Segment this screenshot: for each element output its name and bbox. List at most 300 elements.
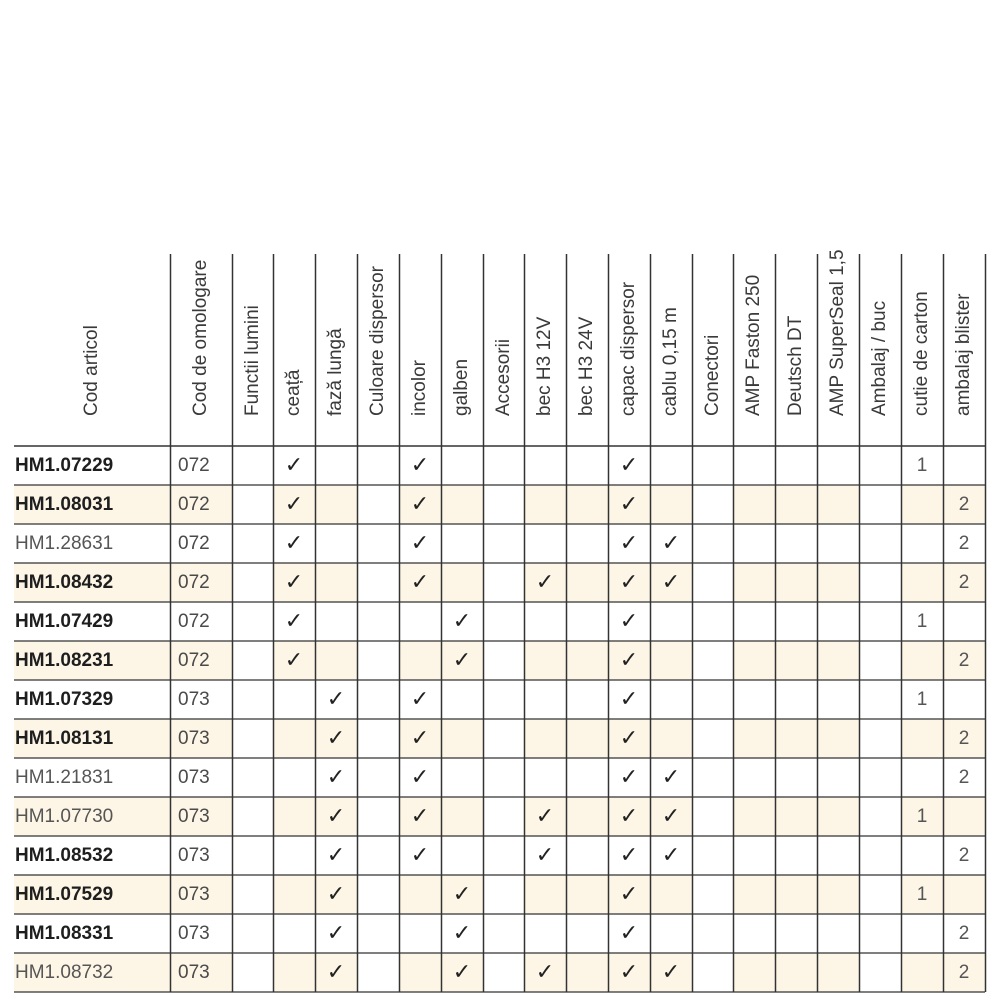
header-label-bec12: bec H3 12V (534, 316, 555, 416)
cell-galben (441, 797, 483, 836)
cell-functii (232, 563, 273, 602)
cell-faza (315, 680, 357, 719)
cell-amp250 (733, 446, 775, 485)
cell-deutsch (775, 602, 817, 641)
cell-deutsch (775, 485, 817, 524)
table-row (14, 641, 985, 680)
check-icon: ✓ (326, 882, 346, 907)
cell-cablu (650, 563, 692, 602)
cell-accesorii (483, 875, 524, 914)
cell-cablu (650, 719, 692, 758)
cell-ambalaj (859, 602, 901, 641)
cell-amp250 (733, 914, 775, 953)
check-icon: ✓ (410, 570, 430, 595)
check-icon: ✓ (619, 531, 639, 556)
table-row (14, 446, 985, 485)
cell-deutsch (775, 446, 817, 485)
cell-conectori (692, 719, 733, 758)
cell-galben (441, 836, 483, 875)
cell-incolor (399, 563, 441, 602)
cell-bec24 (566, 563, 608, 602)
cell-ceata (273, 719, 315, 758)
cell-capac (608, 914, 650, 953)
cell-capac (608, 563, 650, 602)
cell-cutie: 1 (916, 883, 928, 905)
cell-cod-omologare: 073 (178, 688, 210, 710)
cell-faza (315, 641, 357, 680)
check-icon: ✓ (452, 648, 472, 673)
cell-blister: 2 (958, 571, 970, 593)
header-ambalaj (859, 254, 901, 446)
cell-faza (315, 797, 357, 836)
header-galben (441, 254, 483, 446)
cell-ambalaj (859, 797, 901, 836)
cell-cutie (901, 914, 943, 953)
cell-galben (441, 563, 483, 602)
cell-ambalaj (859, 875, 901, 914)
check-icon: ✓ (619, 804, 639, 829)
check-icon: ✓ (619, 609, 639, 634)
header-label-cablu: cablu 0,15 m (660, 307, 681, 416)
header-label-accesorii: Accesorii (492, 338, 514, 416)
cell-bec24 (566, 914, 608, 953)
check-icon: ✓ (326, 921, 346, 946)
cell-cod-articol: HM1.07429 (15, 610, 114, 632)
cell-cutie: 1 (916, 610, 928, 632)
cell-faza (315, 875, 357, 914)
cell-functii (232, 719, 273, 758)
header-superseal (817, 249, 859, 446)
table-row (14, 953, 985, 992)
header-label-ceata: ceață (283, 369, 304, 416)
cell-accesorii (483, 836, 524, 875)
cell-blister: 2 (958, 727, 970, 749)
cell-capac (608, 602, 650, 641)
cell-superseal (817, 914, 859, 953)
header-label-bec24: bec H3 24V (576, 316, 597, 416)
cell-cod-articol: HM1.08131 (15, 727, 114, 749)
cell-galben (441, 485, 483, 524)
cell-conectori (692, 524, 733, 563)
check-icon: ✓ (452, 609, 472, 634)
check-icon: ✓ (326, 765, 346, 790)
header-incolor (399, 254, 441, 446)
table-row (14, 836, 985, 875)
table-row (14, 914, 985, 953)
cell-bec12 (524, 485, 566, 524)
cell-cablu (650, 914, 692, 953)
header-accesorii (483, 254, 524, 446)
cell-cod-omologare: 072 (178, 571, 210, 593)
cell-capac (608, 485, 650, 524)
check-icon: ✓ (535, 804, 555, 829)
cell-culoare (357, 446, 399, 485)
cell-incolor (399, 758, 441, 797)
cell-faza (315, 836, 357, 875)
cell-amp250 (733, 953, 775, 992)
cell-functii (232, 602, 273, 641)
table-row (14, 602, 985, 641)
check-icon: ✓ (661, 843, 681, 868)
cell-functii (232, 641, 273, 680)
cell-bec12 (524, 563, 566, 602)
cell-ceata (273, 602, 315, 641)
header-label-culoare: Culoare dispersor (367, 266, 388, 416)
cell-amp250 (733, 641, 775, 680)
cell-cod-articol: HM1.28631 (15, 532, 114, 554)
cell-incolor (399, 524, 441, 563)
cell-functii (232, 875, 273, 914)
cell-conectori (692, 563, 733, 602)
cell-capac (608, 836, 650, 875)
cell-ceata (273, 758, 315, 797)
cell-conectori (692, 836, 733, 875)
cell-cod-articol: HM1.08732 (15, 961, 114, 983)
cell-capac (608, 875, 650, 914)
header-label-amp250: AMP Faston 250 (743, 274, 764, 416)
cell-blister: 2 (958, 922, 970, 944)
cell-galben (441, 953, 483, 992)
header-label-faza: fază lungă (325, 328, 346, 416)
cell-superseal (817, 641, 859, 680)
cell-amp250 (733, 680, 775, 719)
check-icon: ✓ (410, 804, 430, 829)
check-icon: ✓ (619, 687, 639, 712)
cell-culoare (357, 641, 399, 680)
cell-culoare (357, 602, 399, 641)
check-icon: ✓ (326, 726, 346, 751)
cell-ambalaj (859, 758, 901, 797)
header-faza (315, 254, 357, 446)
cell-blister (943, 797, 985, 836)
cell-capac (608, 719, 650, 758)
table-row (14, 563, 985, 602)
cell-conectori (692, 602, 733, 641)
check-icon: ✓ (535, 960, 555, 985)
cell-bec12 (524, 875, 566, 914)
cell-galben (441, 446, 483, 485)
check-icon: ✓ (661, 765, 681, 790)
cell-bec24 (566, 524, 608, 563)
cell-functii (232, 836, 273, 875)
cell-bec12 (524, 680, 566, 719)
cell-cablu (650, 446, 692, 485)
cell-cod-omologare: 072 (178, 610, 210, 632)
cell-ambalaj (859, 524, 901, 563)
cell-cod-articol: HM1.07229 (15, 454, 114, 476)
cell-ambalaj (859, 485, 901, 524)
cell-ceata (273, 875, 315, 914)
header-label-conectori: Conectori (701, 334, 723, 416)
cell-superseal (817, 563, 859, 602)
cell-bec24 (566, 446, 608, 485)
cell-amp250 (733, 485, 775, 524)
cell-capac (608, 524, 650, 563)
cell-blister (943, 602, 985, 641)
cell-capac (608, 680, 650, 719)
cell-capac (608, 446, 650, 485)
cell-ambalaj (859, 953, 901, 992)
cell-bec12 (524, 758, 566, 797)
cell-bec24 (566, 797, 608, 836)
cell-cod-omologare: 073 (178, 961, 210, 983)
cell-cod-omologare: 073 (178, 844, 210, 866)
cell-cod-articol: HM1.08231 (15, 649, 114, 671)
cell-incolor (399, 836, 441, 875)
cell-accesorii (483, 485, 524, 524)
header-ceata (273, 254, 315, 446)
cell-galben (441, 524, 483, 563)
check-icon: ✓ (661, 570, 681, 595)
cell-cod-articol: HM1.08432 (15, 571, 114, 593)
cell-cablu (650, 524, 692, 563)
header-label-galben: galben (451, 358, 472, 416)
cell-superseal (817, 797, 859, 836)
cell-culoare (357, 875, 399, 914)
cell-galben (441, 680, 483, 719)
cell-bec12 (524, 524, 566, 563)
cell-accesorii (483, 602, 524, 641)
cell-faza (315, 524, 357, 563)
cell-cod-omologare: 073 (178, 883, 210, 905)
cell-blister: 2 (958, 532, 970, 554)
cell-conectori (692, 641, 733, 680)
cell-amp250 (733, 563, 775, 602)
header-omol (170, 254, 232, 446)
cell-culoare (357, 563, 399, 602)
cell-deutsch (775, 719, 817, 758)
cell-galben (441, 641, 483, 680)
cell-amp250 (733, 836, 775, 875)
check-icon: ✓ (661, 804, 681, 829)
cell-conectori (692, 797, 733, 836)
cell-bec24 (566, 758, 608, 797)
check-icon: ✓ (326, 687, 346, 712)
cell-faza (315, 953, 357, 992)
cell-blister: 2 (958, 493, 970, 515)
cell-amp250 (733, 719, 775, 758)
cell-cod-articol: HM1.21831 (15, 766, 114, 788)
cell-galben (441, 602, 483, 641)
cell-blister (943, 446, 985, 485)
cell-ambalaj (859, 563, 901, 602)
cell-culoare (357, 836, 399, 875)
cell-cod-omologare: 073 (178, 727, 210, 749)
cell-bec24 (566, 680, 608, 719)
cell-culoare (357, 797, 399, 836)
header-label-omol: Cod de omologare (190, 259, 211, 416)
header-cutie (901, 254, 943, 446)
cell-cod-articol: HM1.08031 (15, 493, 114, 515)
check-icon: ✓ (326, 804, 346, 829)
cell-cod-articol: HM1.08532 (15, 844, 114, 866)
cell-galben (441, 719, 483, 758)
cell-incolor (399, 485, 441, 524)
cell-blister (943, 875, 985, 914)
cell-cutie: 1 (916, 688, 928, 710)
cell-ambalaj (859, 836, 901, 875)
cell-incolor (399, 953, 441, 992)
header-bec12 (524, 254, 566, 446)
cell-bec24 (566, 953, 608, 992)
cell-cod-omologare: 072 (178, 649, 210, 671)
check-icon: ✓ (410, 453, 430, 478)
cell-deutsch (775, 641, 817, 680)
cell-amp250 (733, 602, 775, 641)
cell-cablu (650, 797, 692, 836)
table-row (14, 875, 985, 914)
header-label-deutsch: Deutsch DT (785, 315, 806, 416)
cell-faza (315, 602, 357, 641)
cell-ambalaj (859, 446, 901, 485)
cell-accesorii (483, 641, 524, 680)
check-icon: ✓ (284, 609, 304, 634)
header-bec24 (566, 254, 608, 446)
cell-culoare (357, 758, 399, 797)
header-functii (232, 254, 273, 446)
cell-blister: 2 (958, 844, 970, 866)
cell-cod-articol: HM1.07329 (15, 688, 114, 710)
cell-cutie (901, 641, 943, 680)
check-icon: ✓ (661, 531, 681, 556)
cell-ceata (273, 914, 315, 953)
cell-bec12 (524, 836, 566, 875)
check-icon: ✓ (326, 843, 346, 868)
header-cod (14, 254, 170, 446)
cell-deutsch (775, 680, 817, 719)
cell-galben (441, 875, 483, 914)
cell-deutsch (775, 524, 817, 563)
cell-blister (943, 680, 985, 719)
cell-accesorii (483, 797, 524, 836)
table-row (14, 797, 985, 836)
check-icon: ✓ (452, 921, 472, 946)
check-icon: ✓ (619, 492, 639, 517)
cell-cod-omologare: 073 (178, 805, 210, 827)
cell-amp250 (733, 758, 775, 797)
header-label-incolor: incolor (409, 360, 430, 416)
check-icon: ✓ (284, 648, 304, 673)
cell-cablu (650, 875, 692, 914)
cell-faza (315, 563, 357, 602)
check-icon: ✓ (410, 843, 430, 868)
table-row (14, 719, 985, 758)
cell-superseal (817, 875, 859, 914)
header-conectori (692, 254, 733, 446)
check-icon: ✓ (619, 960, 639, 985)
check-icon: ✓ (410, 531, 430, 556)
cell-culoare (357, 680, 399, 719)
cell-blister: 2 (958, 766, 970, 788)
cell-capac (608, 641, 650, 680)
cell-capac (608, 758, 650, 797)
cell-amp250 (733, 875, 775, 914)
cell-cod-omologare: 072 (178, 532, 210, 554)
cell-superseal (817, 602, 859, 641)
cell-conectori (692, 875, 733, 914)
cell-culoare (357, 914, 399, 953)
cell-conectori (692, 680, 733, 719)
cell-culoare (357, 953, 399, 992)
cell-superseal (817, 680, 859, 719)
cell-functii (232, 680, 273, 719)
cell-cablu (650, 485, 692, 524)
cell-bec12 (524, 719, 566, 758)
header-blister (943, 254, 985, 446)
cell-accesorii (483, 953, 524, 992)
cell-ceata (273, 524, 315, 563)
cell-functii (232, 758, 273, 797)
cell-functii (232, 953, 273, 992)
cell-conectori (692, 485, 733, 524)
check-icon: ✓ (619, 765, 639, 790)
cell-cablu (650, 680, 692, 719)
cell-cutie (901, 719, 943, 758)
cell-capac (608, 797, 650, 836)
cell-deutsch (775, 836, 817, 875)
header-cablu (650, 254, 692, 446)
cell-bec24 (566, 719, 608, 758)
header-label-ambalaj: Ambalaj / buc (869, 300, 890, 416)
cell-bec12 (524, 797, 566, 836)
cell-incolor (399, 875, 441, 914)
cell-accesorii (483, 680, 524, 719)
check-icon: ✓ (410, 492, 430, 517)
cell-faza (315, 719, 357, 758)
check-icon: ✓ (619, 843, 639, 868)
cell-superseal (817, 836, 859, 875)
cell-ceata (273, 680, 315, 719)
cell-cablu (650, 836, 692, 875)
cell-bec12 (524, 446, 566, 485)
check-icon: ✓ (619, 570, 639, 595)
cell-cutie (901, 524, 943, 563)
cell-incolor (399, 914, 441, 953)
cell-conectori (692, 914, 733, 953)
header-label-blister: ambalaj blister (953, 293, 974, 416)
cell-deutsch (775, 914, 817, 953)
cell-incolor (399, 719, 441, 758)
cell-incolor (399, 680, 441, 719)
cell-culoare (357, 524, 399, 563)
check-icon: ✓ (619, 648, 639, 673)
cell-incolor (399, 446, 441, 485)
cell-bec12 (524, 602, 566, 641)
cell-conectori (692, 446, 733, 485)
check-icon: ✓ (535, 570, 555, 595)
check-icon: ✓ (410, 726, 430, 751)
header-label-superseal: AMP SuperSeal 1,5 (827, 249, 848, 416)
table-row (14, 680, 985, 719)
check-icon: ✓ (452, 882, 472, 907)
cell-accesorii (483, 446, 524, 485)
header-capac (608, 254, 650, 446)
check-icon: ✓ (619, 882, 639, 907)
cell-cablu (650, 602, 692, 641)
cell-functii (232, 524, 273, 563)
cell-amp250 (733, 797, 775, 836)
check-icon: ✓ (410, 765, 430, 790)
cell-incolor (399, 797, 441, 836)
cell-faza (315, 446, 357, 485)
cell-cutie (901, 563, 943, 602)
cell-bec24 (566, 641, 608, 680)
cell-cod-omologare: 072 (178, 493, 210, 515)
cell-accesorii (483, 719, 524, 758)
cell-conectori (692, 953, 733, 992)
cell-ambalaj (859, 641, 901, 680)
cell-amp250 (733, 524, 775, 563)
